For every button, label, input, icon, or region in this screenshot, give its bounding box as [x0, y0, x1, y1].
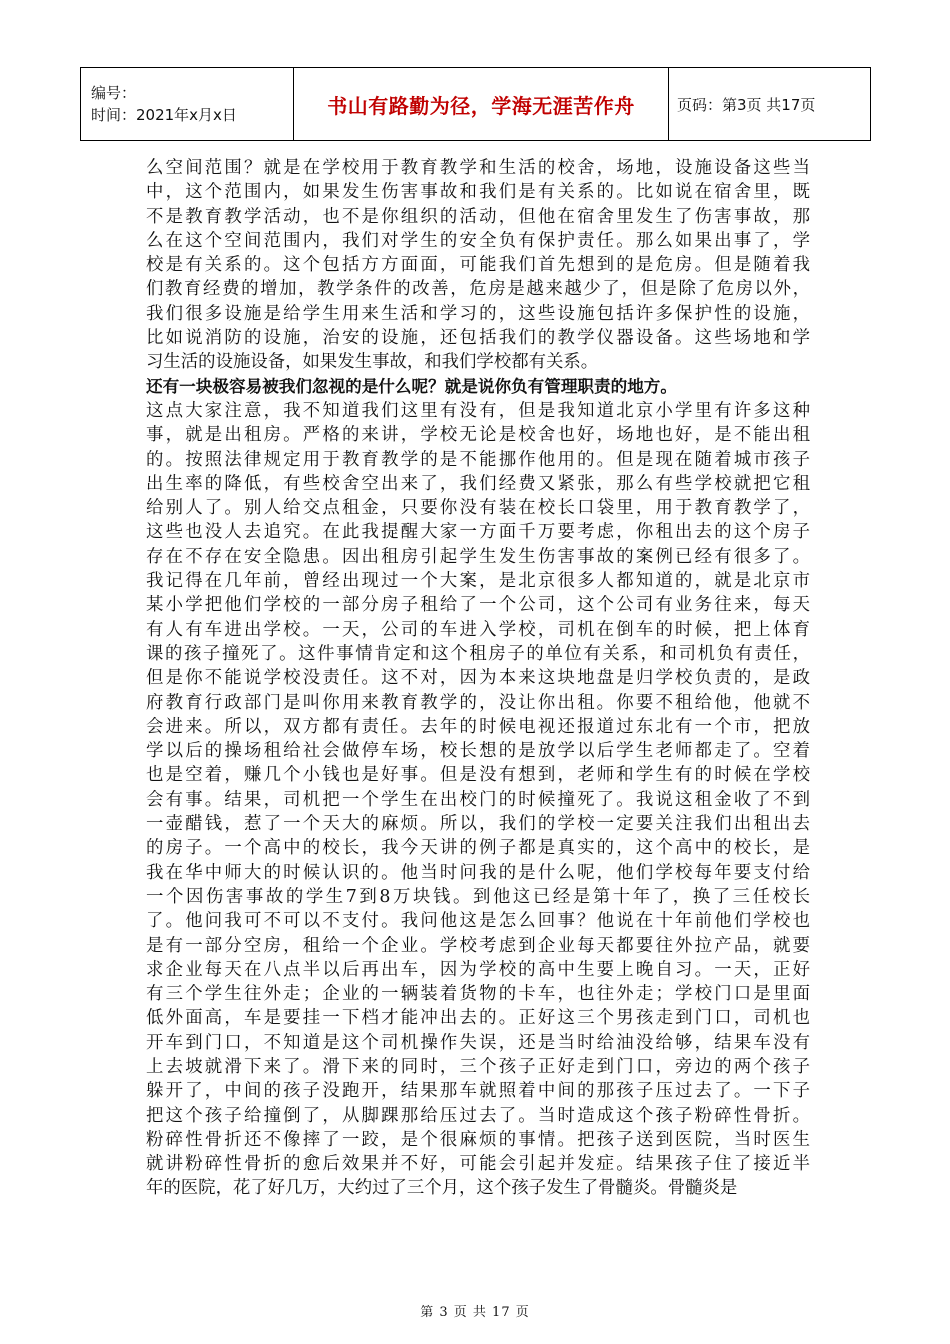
- text-line: 的房子。一个高中的校长，我今天讲的例子都是真实的，这个高中的校长，是: [146, 838, 810, 859]
- text-line: 出生率的降低，有些校舍空出来了，我们经费又紧张，那么有些学校就把它租: [146, 473, 810, 494]
- text-line: 躲开了，中间的孩子没跑开，结果那车就照着中间的那孩子压过去了。一下子: [146, 1081, 810, 1102]
- text-line: 但是你不能说学校没责任。这不对，因为本来这块地盘是归学校负责的，是政: [146, 668, 810, 689]
- text-line: 会进来。所以，双方都有责任。去年的时候电视还报道过东北有一个市，把放: [146, 716, 810, 737]
- text-line: 我在华中师大的时候认识的。他当时问我的是什么呢，他们学校每年要支付给: [146, 862, 810, 883]
- text-line: 开车到门口，不知道是这个司机操作失误，还是当时给油没给够，结果车没有: [146, 1032, 810, 1053]
- text-line: 不是教育教学活动，也不是你组织的活动，但他在宿舍里发生了伤害事故，那: [146, 206, 810, 227]
- number-label: 编号：: [91, 84, 137, 102]
- text-line: 课的孩子撞死了。这件事情肯定和这个租房子的单位有关系，和司机负有责任，: [146, 643, 810, 664]
- date-label: 时间：2021年x月x日: [91, 106, 237, 124]
- document-body: [146, 156, 810, 1201]
- text-line: 一壶醋钱，惹了一个天大的麻烦。所以，我们的学校一定要关注我们出租出去: [146, 814, 810, 835]
- page-footer: 第 3 页 共 17 页: [420, 1305, 530, 1320]
- text-line: 的。按照法律规定用于教育教学的是不能挪作他用的。但是现在随着城市孩子: [146, 449, 810, 470]
- text-line: 有人有车进出学校。一天，公司的车进入学校，司机在倒车的时候，把上体育: [146, 619, 810, 640]
- text-line: 校是有关系的。这个包括方方面面，可能我们首先想到的是危房。但是随着我: [146, 255, 810, 276]
- text-line: 一个因伤害事故的学生7到8万块钱。到他这已经是第十年了，换了三任校长: [146, 886, 810, 907]
- text-line: 了。他问我可不可以不支付。我问他这是怎么回事？他说在十年前他们学校也: [146, 911, 810, 932]
- text-line: 还有一块极容易被我们忽视的是什么呢？就是说你负有管理职责的地方。: [146, 376, 677, 396]
- text-line: 低外面高，车是要挂一下档才能冲出去的。正好这三个男孩走到门口，司机也: [146, 1008, 810, 1029]
- text-line: 上去坡就滑下来了。滑下来的同时，三个孩子正好走到门口，旁边的两个孩子: [146, 1056, 810, 1077]
- text-line: 就讲粉碎性骨折的愈后效果并不好，可能会引起并发症。结果孩子住了接近半: [146, 1154, 810, 1175]
- text-line: 把这个孩子给撞倒了，从脚踝那给压过去了。当时造成这个孩子粉碎性骨折。: [146, 1105, 810, 1126]
- text-line: 也是空着，赚几个小钱也是好事。但是没有想到，老师和学生有的时候在学校: [146, 765, 810, 786]
- header-motto: 书山有路勤为径，学海无涯苦作舟: [294, 68, 669, 141]
- text-line: 们教育经费的增加，教学条件的改善，危房是越来越少了，但是除了危房以外，: [146, 279, 810, 300]
- text-line: 么空间范围？就是在学校用于教育教学和生活的校舍，场地，设施设备这些当: [146, 158, 810, 178]
- text-line: 我记得在几年前，曾经出现过一个大案，是北京很多人都知道的，就是北京市: [146, 571, 810, 592]
- text-line: 府教育行政部门是叫你用来教育教学的，没让你出租。你要不租给他，他就不: [146, 692, 810, 713]
- text-line: 中，这个范围内，如果发生伤害事故和我们是有关系的。比如说在宿舍里，既: [146, 182, 810, 203]
- text-line: 是有一部分空房，租给一个企业。学校考虑到企业每天都要往外拉产品，就要: [146, 935, 810, 956]
- header-meta: [81, 68, 294, 141]
- text-line: 某小学把他们学校的一部分房子租给了一个公司，这个公司有业务往来，每天: [146, 595, 810, 616]
- text-line: 年的医院，花了好几万，大约过了三个月，这个孩子发生了骨髓炎。骨髓炎是: [146, 1178, 738, 1199]
- header-page-info: 页码：第3页 共17页: [669, 68, 871, 141]
- text-line: 我们很多设施是给学生用来生活和学习的，这些设施包括许多保护性的设施，: [146, 303, 810, 324]
- text-line: 事，就是出租房。严格的来讲，学校无论是校舍也好，场地也好，是不能出租: [146, 425, 810, 446]
- text-line: 存在不存在安全隐患。因出租房引起学生发生伤害事故的案例已经有很多了。: [146, 546, 810, 567]
- text-line: 粉碎性骨折还不像摔了一跤，是个很麻烦的事情。把孩子送到医院，当时医生: [146, 1129, 810, 1150]
- text-line: 给别人了。别人给交点租金，只要你没有装在校长口袋里，用于教育教学了，: [146, 498, 810, 519]
- text-line: 这点大家注意，我不知道我们这里有没有，但是我知道北京小学里有许多这种: [146, 400, 810, 421]
- text-line: 这些也没人去追究。在此我提醒大家一方面千万要考虑，你租出去的这个房子: [146, 522, 810, 543]
- text-line: 学以后的操场租给社会做停车场，校长想的是放学以后学生老师都走了。空着: [146, 741, 810, 762]
- text-line: 习生活的设施设备，如果发生事故，和我们学校都有关系。: [146, 352, 599, 373]
- text-line: 求企业每天在八点半以后再出车，因为学校的高中生要上晚自习。一天，正好: [146, 959, 810, 980]
- text-line: 么在这个空间范围内，我们对学生的安全负有保护责任。那么如果出事了，学: [146, 230, 810, 251]
- text-line: 比如说消防的设施，治安的设施，还包括我们的教学仪器设备。这些场地和学: [146, 328, 810, 349]
- text-line: 会有事。结果，司机把一个学生在出校门的时候撞死了。我说这租金收了不到: [146, 789, 810, 810]
- text-line: 有三个学生往外走；企业的一辆装着货物的卡车，也往外走；学校门口是里面: [146, 984, 810, 1005]
- page-header: [80, 67, 871, 141]
